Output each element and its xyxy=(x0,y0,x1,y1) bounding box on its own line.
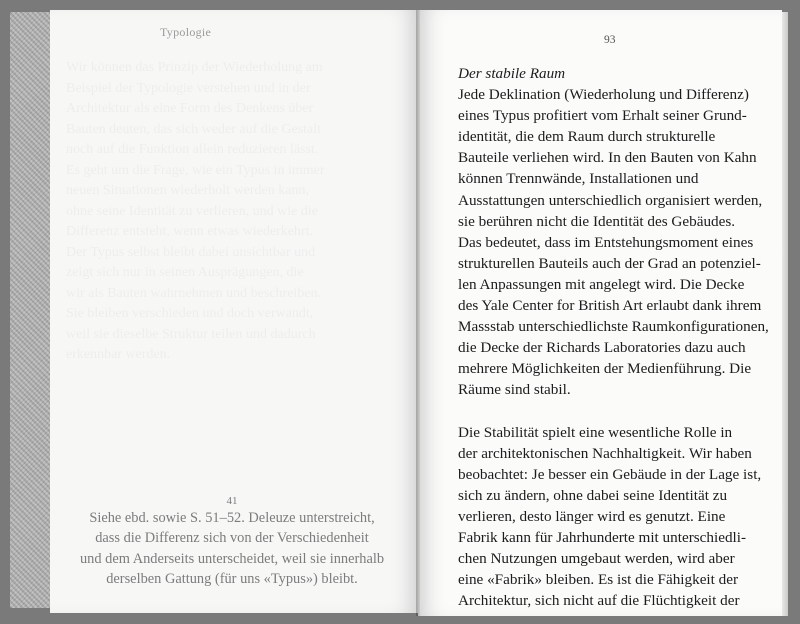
text-line: identität, die dem Raum durch strukturelle xyxy=(458,128,716,146)
text-line: Das bedeutet, dass im Entstehungsmoment eines xyxy=(458,233,754,251)
text-line: Massstab unterschiedlichste Raumkonfigurationen, xyxy=(458,318,769,336)
text-line: Architektur, sich nicht auf die Flüchtigkeit der xyxy=(458,592,740,610)
text-line: Ausstattungen unterschiedlich organisiert werden, xyxy=(458,191,763,209)
text-line: Fabrik kann für Jahrhunderte mit unterschiedli- xyxy=(458,528,747,546)
show-through-line xyxy=(66,325,406,346)
section-title: Der stabile Raum xyxy=(458,65,566,82)
text-line: Bauteile verliehen wird. In den Bauten von Kahn xyxy=(458,149,757,167)
book-cover-edge xyxy=(10,12,54,608)
footnote-number: 41 xyxy=(226,495,238,507)
text-line: beobachtet: Je besser ein Gebäude in der Lage ist, xyxy=(458,465,762,483)
show-through-line xyxy=(66,181,406,202)
text-line: des Yale Center for British Art erlaubt dank ihrem xyxy=(458,297,762,315)
text-line: mehrere Möglichkeiten der Medienführung. Die xyxy=(458,360,752,378)
page-block-edge xyxy=(782,12,788,616)
text-line: können Trennwände, Installationen und xyxy=(458,170,699,188)
footnote-line: Siehe ebd. sowie S. 51–52. Deleuze unterstreicht, xyxy=(89,510,375,526)
text-line: strukturellen Bauteils auch der Grad an potenziel- xyxy=(458,254,761,272)
show-through-text xyxy=(66,58,406,366)
paragraph-2 xyxy=(458,422,770,612)
text-line: der architektonischen Nachhaltigkeit. Wir haben xyxy=(458,444,752,462)
show-through-line xyxy=(66,202,406,223)
footnote-line: derselben Gattung (für uns «Typus») bleibt. xyxy=(106,571,358,588)
footnote xyxy=(62,494,402,590)
show-through-line xyxy=(66,345,406,366)
show-through-line xyxy=(66,304,406,325)
body-text xyxy=(458,63,770,611)
text-line: chen Nutzungen umgebaut werden, wird aber xyxy=(458,550,735,568)
running-head: Typologie xyxy=(160,25,212,39)
show-through-line xyxy=(66,58,406,79)
text-line: eine «Fabrik» bleiben. Es ist die Fähigkeit der xyxy=(458,571,739,589)
show-through-line xyxy=(66,120,406,141)
paragraph-1 xyxy=(458,84,770,400)
text-line: sich zu ändern, ohne dabei seine Identität zu xyxy=(458,486,728,504)
show-through-line xyxy=(66,243,406,264)
text-line: Jede Deklination (Wiederholung und Differenz) xyxy=(458,86,749,104)
show-through-line xyxy=(66,79,406,100)
text-line: Räume sind stabil. xyxy=(458,381,571,399)
text-line: die Decke der Richards Laboratories dazu auch xyxy=(458,339,746,357)
text-line: len Anpassungen mit angelegt wird. Die Decke xyxy=(458,275,745,293)
book-gutter xyxy=(416,10,420,616)
footnote-line: und dem Anderseits unterscheidet, weil sie innerhalb xyxy=(79,550,385,567)
show-through-line xyxy=(66,284,406,305)
text-line: sie berühren nicht die Identität des Gebäudes. xyxy=(458,212,736,230)
show-through-line xyxy=(66,99,406,120)
text-line: Die Stabilität spielt eine wesentliche Rolle in xyxy=(458,423,733,441)
show-through-line xyxy=(66,222,406,243)
footnote-text xyxy=(62,508,402,590)
page-number: 93 xyxy=(604,34,616,46)
show-through-line xyxy=(66,263,406,284)
show-through-line xyxy=(66,140,406,161)
text-line: eines Typus profitiert vom Erhalt seiner Grund- xyxy=(458,107,747,125)
show-through-line xyxy=(66,161,406,182)
footnote-line: dass die Differenz sich von der Verschiedenheit xyxy=(95,530,369,547)
text-line: verlieren, desto länger wird es genutzt. Eine xyxy=(458,507,726,525)
